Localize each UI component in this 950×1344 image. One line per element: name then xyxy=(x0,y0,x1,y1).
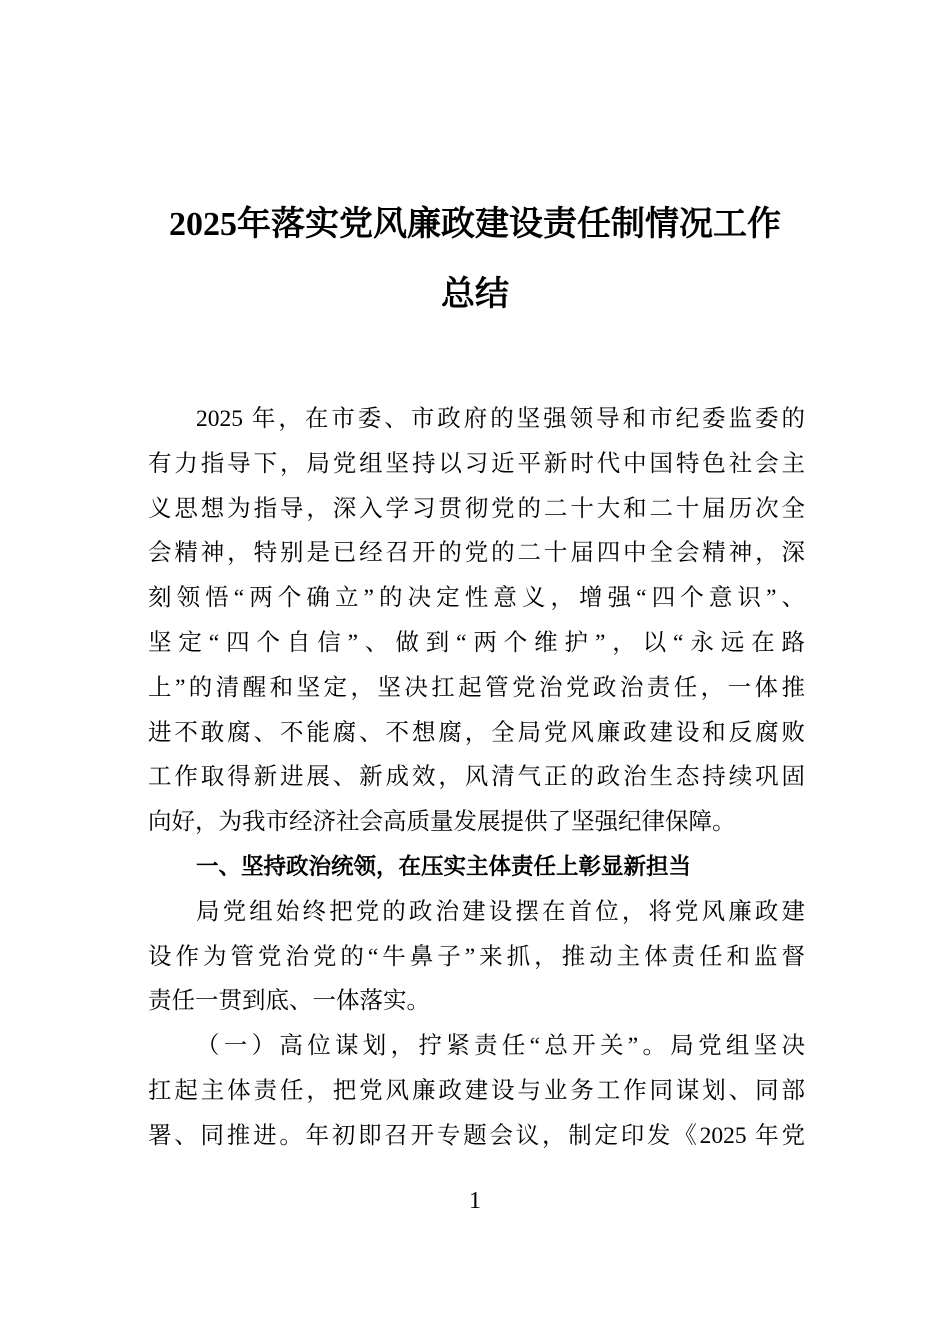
text-line: 上”的清醒和坚定，坚决扛起管党治党政治责任，一体推 xyxy=(148,674,805,701)
text-line: 有力指导下，局党组坚持以习近平新时代中国特色社会主 xyxy=(148,450,805,477)
text-line: （一）高位谋划，拧紧责任“总开关”。局党组坚决 xyxy=(196,1033,805,1060)
text-line: 进不敢腐、不能腐、不想腐，全局党风廉政建设和反腐败 xyxy=(148,719,805,746)
text-line: 刻领悟“两个确立”的决定性意义，增强“四个意识”、 xyxy=(148,585,805,612)
text-line: 会精神，特别是已经召开的党的二十届四中全会精神，深 xyxy=(148,540,805,567)
text-line: 扛起主体责任，把党风廉政建设与业务工作同谋划、同部 xyxy=(148,1077,805,1104)
paragraph-section-1-intro xyxy=(148,890,805,1024)
document-title-line-1: 2025年落实党风廉政建设责任制情况工作 xyxy=(169,206,781,243)
text-line: 坚定“四个自信”、做到“两个维护”，以“永远在路 xyxy=(148,629,805,656)
paragraph-subsection-1 xyxy=(148,1024,805,1158)
text-line: 责任一贯到底、一体落实。 xyxy=(148,988,430,1015)
text-line: 设作为管党治党的“牛鼻子”来抓，推动主体责任和监督 xyxy=(148,943,805,970)
text-line: 义思想为指导，深入学习贯彻党的二十大和二十届历次全 xyxy=(148,495,805,522)
text-line: 向好，为我市经济社会高质量发展提供了坚强纪律保障。 xyxy=(148,809,736,836)
text-line: 2025 年，在市委、市政府的坚强领导和市纪委监委的 xyxy=(196,406,805,432)
text-line: 局党组始终把党的政治建设摆在首位，将党风廉政建 xyxy=(196,898,805,925)
document-title-line-2: 总结 xyxy=(441,276,509,313)
section-heading-1: 一、坚持政治统领，在压实主体责任上彰显新担当 xyxy=(196,853,692,879)
text-line: 工作取得新进展、新成效，风清气正的政治生态持续巩固 xyxy=(148,764,805,791)
page-number: 1 xyxy=(469,1188,481,1214)
document-body xyxy=(148,397,805,1159)
text-line: 署、同推进。年初即召开专题会议，制定印发《2025 年党 xyxy=(148,1122,805,1149)
paragraph-intro xyxy=(148,397,805,845)
